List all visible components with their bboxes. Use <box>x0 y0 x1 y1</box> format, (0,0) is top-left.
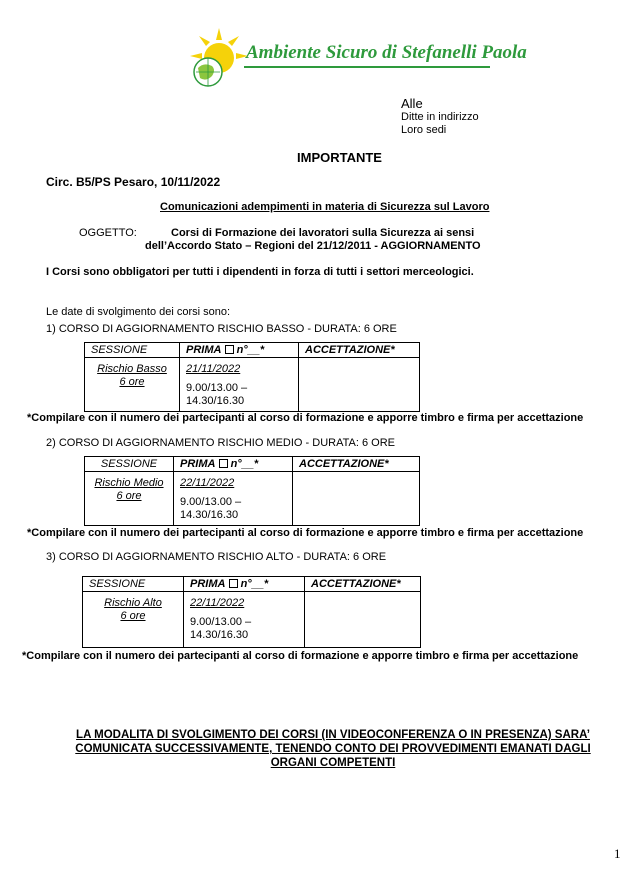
col-prima-header: PRIMA n°__* <box>174 457 293 472</box>
sun-globe-logo-icon <box>186 26 252 92</box>
course-2-date-cell <box>174 472 293 526</box>
footnote-3: *Compilare con il numero dei partecipanti al corso di formazione e apporre timbro e firma per accettazione <box>22 650 579 662</box>
course-2-title: 2) CORSO DI AGGIORNAMENTO RISCHIO MEDIO - DURATA: 6 ORE <box>46 437 395 449</box>
course-2-time-1: 9.00/13.00 – <box>180 496 242 508</box>
col-accettazione-header: ACCETTAZIONE* <box>299 343 420 358</box>
course-3-date: 22/11/2022 <box>190 597 245 609</box>
course-1-time-2: 14.30/16.30 <box>186 395 245 407</box>
course-2-date: 22/11/2022 <box>180 477 235 489</box>
company-logo <box>186 26 527 92</box>
course-1-date: 21/11/2022 <box>186 363 241 375</box>
course-3-acceptance-cell[interactable] <box>305 592 421 648</box>
final-notice-line-3: ORGANI COMPETENTI <box>270 757 396 769</box>
page-number: 1 <box>614 846 621 861</box>
circular-reference: Circ. B5/PS Pesaro, 10/11/2022 <box>46 175 221 189</box>
col-prima-header: PRIMA n°__* <box>184 577 305 592</box>
course-1-date-cell <box>180 358 299 412</box>
logo-underline <box>244 66 490 68</box>
col-sessione-header: SESSIONE <box>85 343 180 358</box>
recipient-line-2: Ditte in indirizzo <box>401 111 479 123</box>
recipient-line-3: Loro sedi <box>401 124 447 136</box>
course-3-time-1: 9.00/13.00 – <box>190 616 252 628</box>
col-prima-header: PRIMA n°__* <box>180 343 299 358</box>
subject-heading: Comunicazioni adempimenti in materia di Sicurezza sul Lavoro <box>160 201 490 213</box>
col-accettazione-header: ACCETTAZIONE* <box>305 577 421 592</box>
final-notice-line-2: COMUNICATA SUCCESSIVAMENTE, TENENDO CONTO DEI PROVVEDIMENTI EMANATI DAGLI <box>75 743 591 755</box>
checkbox-icon[interactable] <box>219 459 228 468</box>
course-1-session: Rischio Basso 6 ore <box>85 358 180 412</box>
footnote-1: *Compilare con il numero dei partecipanti al corso di formazione e apporre timbro e firma per accettazione <box>27 412 584 424</box>
page-title: IMPORTANTE <box>297 150 382 165</box>
oggetto-label: OGGETTO: <box>79 227 137 239</box>
course-2-table <box>84 456 420 526</box>
col-sessione-header: SESSIONE <box>85 457 174 472</box>
courses-intro: Le date di svolgimento dei corsi sono: <box>46 306 231 318</box>
checkbox-icon[interactable] <box>229 579 238 588</box>
recipient-line-1: Alle <box>401 96 423 111</box>
course-1-time-1: 9.00/13.00 – <box>186 382 248 394</box>
course-2-session: Rischio Medio 6 ore <box>85 472 174 526</box>
footnote-2: *Compilare con il numero dei partecipanti al corso di formazione e apporre timbro e firma per accettazione <box>27 527 584 539</box>
course-1-acceptance-cell[interactable] <box>299 358 420 412</box>
course-1-table <box>84 342 420 412</box>
course-2-acceptance-cell[interactable] <box>293 472 420 526</box>
col-accettazione-header: ACCETTAZIONE* <box>293 457 420 472</box>
final-notice-line-1: LA MODALITA DI SVOLGIMENTO DEI CORSI (IN VIDEOCONFERENZA O IN PRESENZA) SARA’ <box>76 729 590 741</box>
course-3-title: 3) CORSO DI AGGIORNAMENTO RISCHIO ALTO - DURATA: 6 ORE <box>46 551 387 563</box>
col-sessione-header: SESSIONE <box>83 577 184 592</box>
mandatory-notice: I Corsi sono obbligatori per tutti i dipendenti in forza di tutti i settori merceologici. <box>46 266 474 278</box>
course-3-session: Rischio Alto 6 ore <box>83 592 184 648</box>
final-notice <box>40 728 626 770</box>
logo-text: Ambiente Sicuro di Stefanelli Paola <box>246 42 527 63</box>
course-3-time-2: 14.30/16.30 <box>190 629 249 641</box>
course-1-title: 1) CORSO DI AGGIORNAMENTO RISCHIO BASSO - DURATA: 6 ORE <box>46 323 397 335</box>
course-3-table <box>82 576 421 648</box>
course-3-date-cell <box>184 592 305 648</box>
oggetto-line-2: dell’Accordo Stato – Regioni del 21/12/2011 - AGGIORNAMENTO <box>145 240 481 252</box>
oggetto-line-1: Corsi di Formazione dei lavoratori sulla Sicurezza ai sensi <box>171 227 475 239</box>
checkbox-icon[interactable] <box>225 345 234 354</box>
course-2-time-2: 14.30/16.30 <box>180 509 239 521</box>
